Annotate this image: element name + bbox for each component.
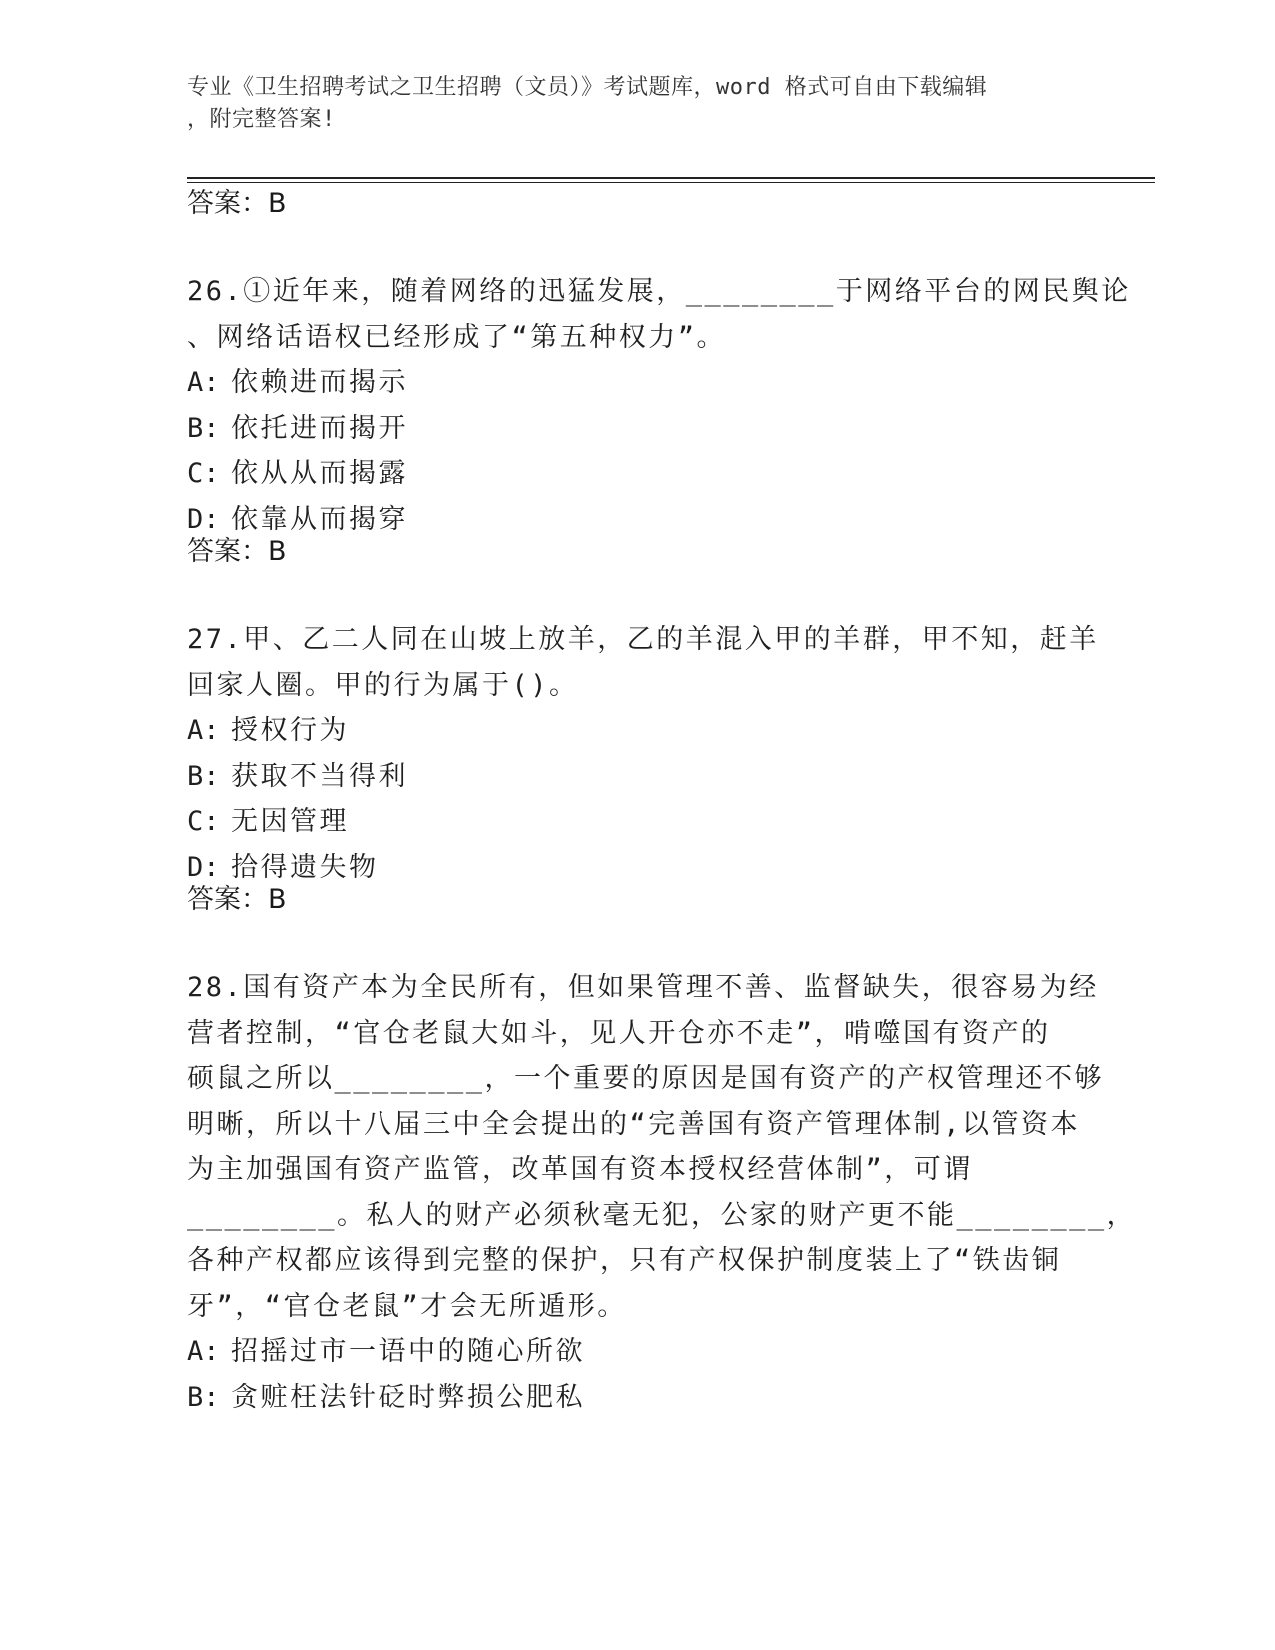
option-letter: A:: [187, 715, 220, 746]
header-rule: [187, 177, 1155, 179]
option-text: 贪赃枉法针砭时弊损公肥私: [231, 1381, 585, 1413]
stem-line: 为主加强国有资产监管，改革国有资本授权经营体制”，可谓: [187, 1154, 973, 1185]
option-letter: B:: [187, 760, 220, 792]
option-letter: D:: [187, 851, 220, 883]
answer-27: 答案：B: [187, 884, 287, 915]
option-text: 拾得遗失物: [231, 851, 379, 883]
question-stem: [187, 617, 1099, 708]
stem-line: 各种产权都应该得到完整的保护，只有产权保护制度装上了“铁齿铜: [187, 1245, 1062, 1276]
stem-line: 回家人圈。甲的行为属于()。: [187, 669, 579, 701]
stem-line: 牙”，“官仓老鼠”才会无所遁形。: [187, 1290, 627, 1322]
option-c: [187, 799, 1087, 845]
option-letter: A:: [187, 1336, 220, 1367]
stem-line: 27.甲、乙二人同在山坡上放羊，乙的羊混入甲的羊群，甲不知，赶羊: [187, 624, 1099, 655]
option-b: [187, 754, 1087, 800]
page-header: [187, 72, 1087, 136]
option-d: [187, 845, 1087, 891]
option-letter: C:: [187, 806, 220, 837]
option-text: 依托进而揭开: [231, 412, 408, 444]
option-b: [187, 406, 1087, 452]
answer-prev: 答案：B: [187, 188, 287, 219]
question-28: [187, 965, 1137, 1420]
option-b: [187, 1375, 1087, 1421]
header-rule-thin: [187, 182, 1155, 183]
question-stem: [187, 965, 1137, 1329]
option-text: 依靠从而揭穿: [231, 503, 408, 535]
option-a: [187, 1329, 1087, 1375]
option-text: 招摇过市一语中的随心所欲: [231, 1336, 585, 1367]
question-stem: [187, 269, 1131, 360]
option-text: 授权行为: [231, 715, 349, 746]
question-27: [187, 617, 1099, 890]
stem-line: 明晰，所以十八届三中全会提出的“完善国有资产管理体制,以管资本: [187, 1108, 1081, 1140]
option-letter: B:: [187, 412, 220, 444]
option-letter: C:: [187, 458, 220, 489]
answer-26: 答案：B: [187, 536, 287, 567]
stem-line: 28.国有资产本为全民所有，但如果管理不善、监督缺失，很容易为经: [187, 972, 1099, 1003]
stem-line: 营者控制，“官仓老鼠大如斗，见人开仓亦不走”，啃噬国有资产的: [187, 1017, 1051, 1049]
stem-line: 、网络话语权已经形成了“第五种权力”。: [187, 321, 727, 353]
option-a: [187, 708, 1087, 754]
option-text: 获取不当得利: [231, 760, 408, 792]
option-text: 依从从而揭露: [231, 458, 408, 489]
question-26: [187, 269, 1131, 542]
stem-line: ________。私人的财产必须秋毫无犯，公家的财产更不能________，: [187, 1199, 1137, 1231]
option-letter: D:: [187, 503, 220, 535]
option-c: [187, 451, 1087, 497]
stem-line: 硕鼠之所以________，一个重要的原因是国有资产的产权管理还不够: [187, 1063, 1105, 1094]
option-text: 依赖进而揭示: [231, 367, 408, 398]
option-a: [187, 360, 1087, 406]
header-line-1: 专业《卫生招聘考试之卫生招聘（文员）》考试题库，word 格式可自由下载编辑: [187, 75, 988, 100]
option-text: 无因管理: [231, 806, 349, 837]
stem-line: 26.①近年来，随着网络的迅猛发展，________于网络平台的网民舆论: [187, 276, 1131, 307]
option-d: [187, 497, 1087, 543]
option-letter: A:: [187, 367, 220, 398]
header-line-2: ，附完整答案!: [187, 107, 336, 132]
option-letter: B:: [187, 1381, 220, 1413]
